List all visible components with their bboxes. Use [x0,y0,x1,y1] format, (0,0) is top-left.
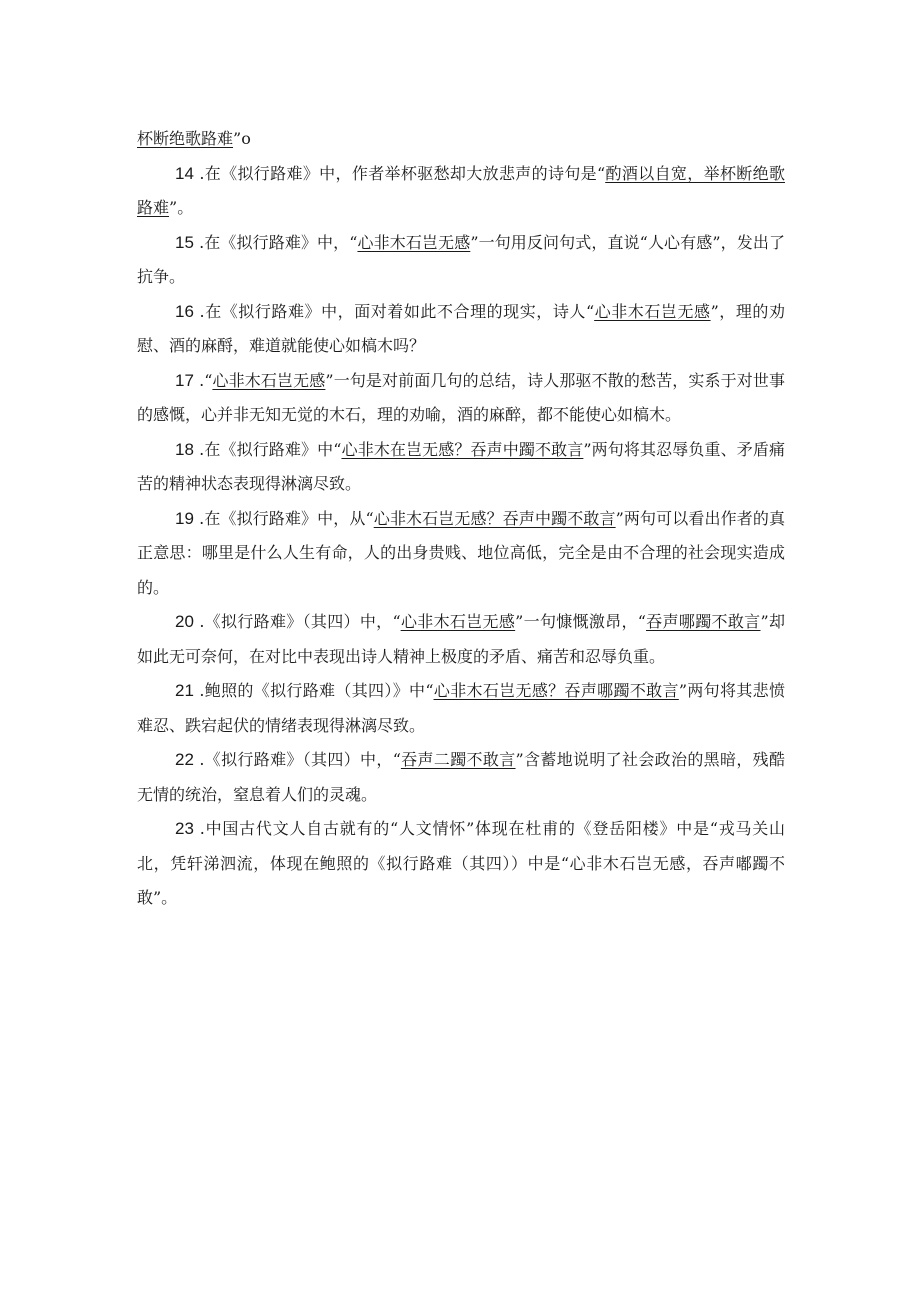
item-number: 20 [175,612,194,631]
item-text: .《拟行路难》（其四）中，“ [193,750,401,769]
underlined-answer: 心非木石岂无感？吞声哪躅不敢言 [433,681,679,700]
item-text: ”两句将其忍辱负重、矛盾痛苦的精神状态表现得淋漓尽致。 [137,439,785,493]
item-number: 17 [175,370,194,390]
item-text: ”一句慷慨激昂，“ [515,612,646,631]
underlined-answer: 杯断绝歌路难 [137,129,234,148]
item-text: .“ [193,370,213,390]
item-text: ”一句用反问句式，直说“人心有感”，发出了抗争。 [137,232,785,286]
item-text: ”含蓄地说明了社会政治的黑暗，残酷无情的统治，窒息着人们的灵魂。 [137,750,785,804]
question-list [137,157,785,916]
underlined-answer: 心非木石岂无感 [357,232,471,252]
item-text: ”。 [169,198,194,217]
item-text: ”，理的劝慰、酒的麻酹，难道就能使心如槁木吗？ [137,301,785,355]
item-number: 19 [175,508,194,528]
item-number: 15 [175,232,194,252]
underlined-answer: 心非木石岂无感 [594,301,711,321]
list-item [137,674,785,743]
item-number: 22 [175,750,194,769]
list-item [137,226,785,295]
item-text: ”却如此无可奈何，在对比中表现出诗人精神上极度的矛盾、痛苦和忍辱负重。 [137,612,785,666]
item-number: 21 [175,681,194,700]
list-item [137,295,785,364]
document-body [137,122,785,916]
item-text: .在《拟行路难》中，作者举杯驱愁却大放悲声的诗句是“ [193,163,606,183]
item-text: .在《拟行路难》中，从“ [193,508,374,528]
list-item [137,502,785,606]
underlined-answer: 心非木石岂无感 [400,612,516,631]
list-item [137,743,785,812]
item-text: ”两句可以看出作者的真正意思：哪里是什么人生有命，人的出身贵贱、地位高低，完全是由不合理的社会现实造成的。 [137,508,785,597]
list-item [137,364,785,433]
item-number: 16 [175,301,194,321]
list-item [137,157,785,226]
list-item [137,605,785,674]
item-text: .在《拟行路难》中，面对着如此不合理的现实，诗人“ [193,301,595,321]
item-text: ”一句是对前面几句的总结，诗人那驱不散的愁苦，实系于对世事的感慨，心并非无知无觉的木石，理的劝喻，酒的麻醉，都不能使心如槁木。 [137,370,785,424]
item-number: 18 [175,439,194,459]
underlined-answer: 吞声哪躅不敢言 [646,612,761,631]
underlined-answer: 吞声二躅不敢言 [400,750,516,769]
lead-tail: ”o [233,129,251,148]
item-text: .中国古代文人自古就有的“人文情怀”体现在杜甫的《登岳阳楼》中是“戎马关山北，凭轩涕泗流，体现在鲍照的《拟行路难（其四））中是“心非木石岂无感，吞声嘟躅不敢”。 [137,819,785,907]
item-text: .在《拟行路难》中“ [193,439,342,459]
item-number: 14 [175,163,194,183]
item-text: .《拟行路难》（其四）中，“ [193,612,401,631]
underlined-answer: 心非木在岂无感？吞声中躅不敢言 [341,439,584,459]
underlined-answer: 酌酒以自宽，举杯断绝歌路难 [137,163,785,217]
lead-line [137,122,785,157]
list-item [137,812,785,916]
item-text: .在《拟行路难》中，“ [193,232,358,252]
underlined-answer: 心非木石岂无感 [212,370,326,390]
item-text: .鲍照的《拟行路难（其四）》中“ [193,681,434,700]
item-number: 23 [175,819,194,838]
underlined-answer: 心非木石岂无感？吞声中躅不敢言 [373,508,616,528]
item-text: ”两句将其悲愤难忍、跌宕起伏的情绪表现得淋漓尽致。 [137,681,785,735]
list-item [137,433,785,502]
